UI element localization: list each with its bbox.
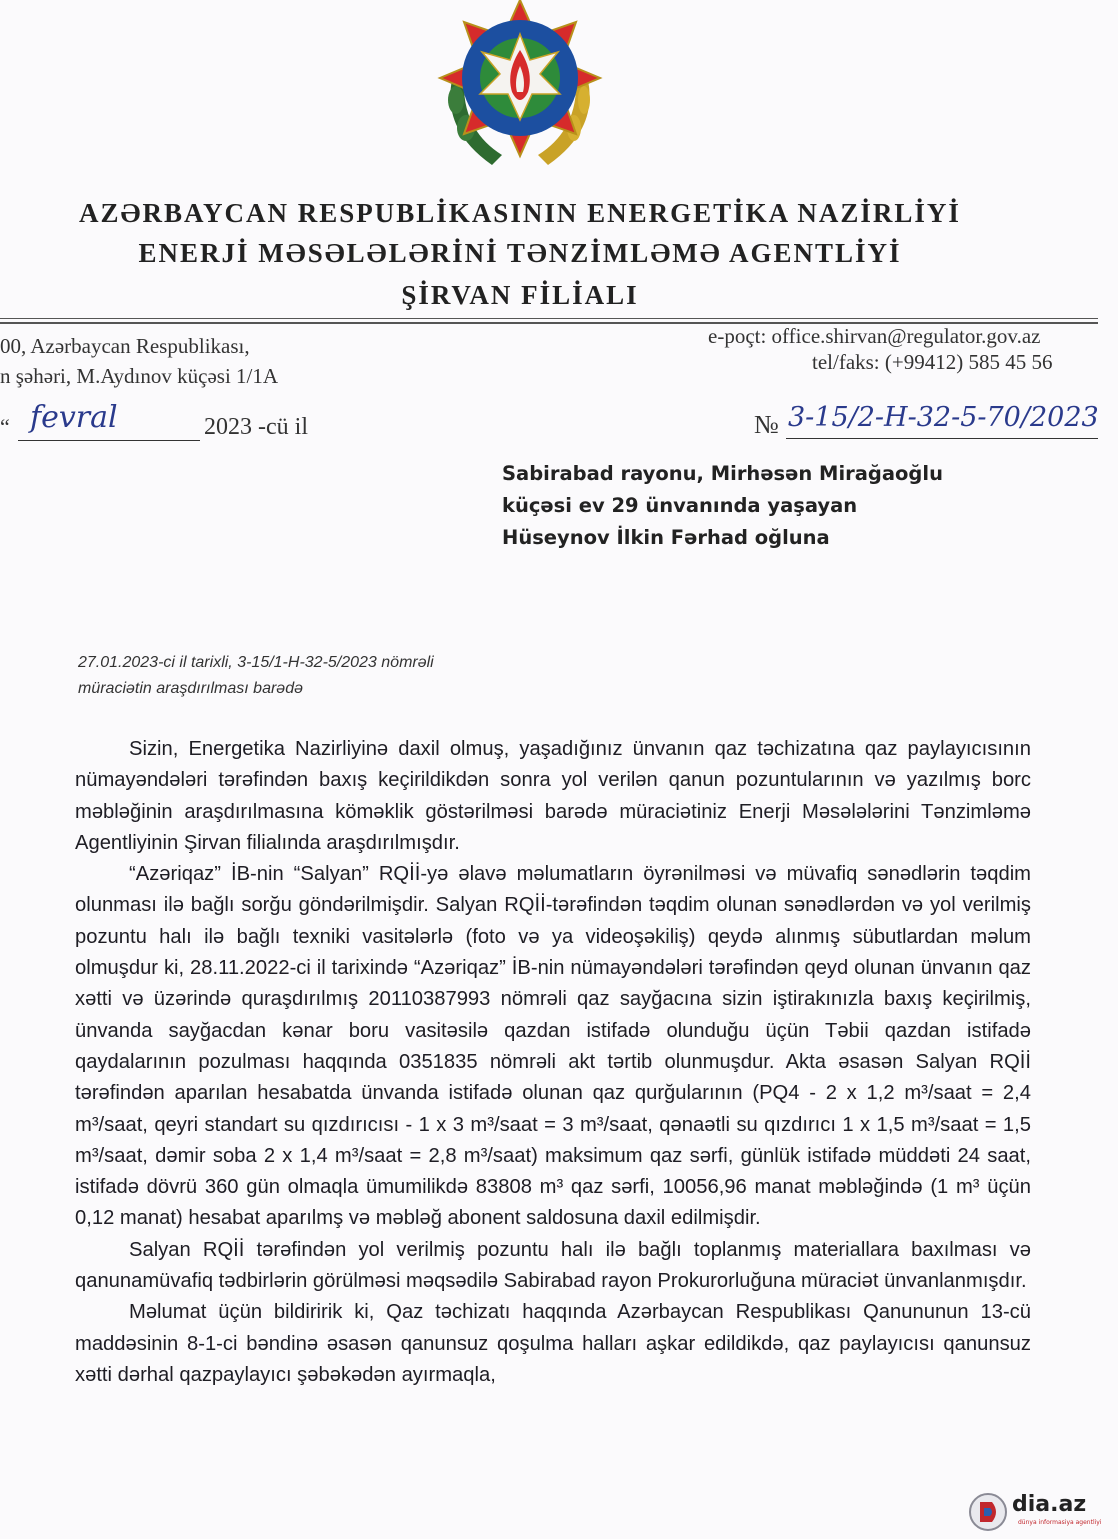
branch-title: ŞİRVAN FİLİALI [401,280,639,310]
letter-body [75,734,1031,1391]
subject-line-2: müraciətin araşdırılması barədə [78,680,303,697]
number-underline [786,438,1098,439]
body-paragraph-4: Məlumat üçün bildiririk ki, Qaz təchizatı haqqında Azərbaycan Respublikası Qanununun 13-cü maddəsinin 8-1-ci bəndinə əsasən qanunsuz qoşulma halları aşkar edildikdə, qaz paylayıcısı qanunsuz xətti dərhal qazpaylayıcı şəbəkədən ayırmaqla, [75,1301,1031,1386]
header-rule [0,318,1098,319]
watermark-site: dia.az [1012,1492,1087,1517]
recipient-line-2: küçəsi ev 29 ünvanında yaşayan [502,494,858,517]
phone-line: tel/faks: (+99412) 585 45 56 [812,350,1053,374]
body-paragraph-2: “Azəriqaz” İB-nin “Salyan” RQİİ-yə əlavə məlumatların öyrənilməsi və müvafiq sənədlərin təqdim olunması ilə bağlı sorğu göndərilmişdir. Salyan RQİİ-tərəfindən təqdim olunan sənədlərdən və yol verilmiş pozuntu halı ilə bağlı texniki vasitələrlə (foto və ya videoşəkiliş) qeydə alınmış sübutlardan məlum olmuşdur ki, 28.11.2022-ci il tarixində “Azəriqaz” İB-nin nümayəndələri tərəfindən qeyd olunan ünvanın qaz xətti və üzərində quraşdırılmış 20110387993 nömrəli qaz sayğacına sizin iştirakınızla baxış keçirilmiş, ünvanda sayğacdan kənar boru vasitəsilə qazdan istifadə olunduğu üçün Təbii qazdan istifadə qaydalarının pozulması haqqında 0351835 nömrəli akt tərtib olunmuşdur. Akta əsasən Salyan RQİİ tərəfindən aparılan hesabatda ünvanda istifadə olunan qaz qurğularının (PQ4 - 2 x 1,2 m³/saat = 2,4 m³/saat, qeyri standart su qızdırıcısı - 1 x 3 m³/saat = 3 m³/saat, qənaətli su qızdırıcı 1 x 1,5 m³/saat = 1,5 m³/saat, dəmir soba 2 x 1,4 m³/saat = 2,8 m³/saat) maksimum qaz sərfi, günlük istifadə müddəti 24 saat, istifadə dövrü 360 gün olmaqla ümumilikdə 83808 m³ qaz sərfi, 10056,96 manat məbləğində (1 m³ üçün 0,12 manat) hesabat aparılmş və məbləğ abonent saldosuna daxil edilmişdir. [75,863,1031,1230]
coat-of-arms-emblem [432,0,608,172]
address-line-2: n şəhəri, M.Aydınov küçəsi 1/1A [0,364,279,388]
date-prefix: “ [0,414,10,439]
document-number-handwritten: 3-15/2-H-32-5-70/2023 [788,402,1099,433]
subject-line-1: 27.01.2023-ci il tarixli, 3-15/1-H-32-5/2023 nömrəli [78,654,434,671]
recipient-line-1: Sabirabad rayonu, Mirhəsən Mirağaoğlu [502,462,943,485]
address-line-1: 00, Azərbaycan Respublikası, [0,334,250,358]
email-line: e-poçt: office.shirvan@regulator.gov.az [708,324,1041,348]
body-paragraph-3: Salyan RQİİ tərəfindən yol verilmiş pozuntu halı ilə bağlı toplanmış materiallara baxılması və qanunamüvafiq tədbirlərin görülməsi məqsədilə Sabirabad rayon Prokurorluğuna müraciət ünvanlanmışdır. [75,1238,1031,1293]
agency-title: ENERJİ MƏSƏLƏLƏRİNİ TƏNZİMLƏMƏ AGENTLİYİ [138,238,902,268]
date-underline [18,440,200,441]
recipient-block [502,458,1062,554]
date-year: 2023 -cü il [204,414,308,440]
date-month-handwritten: fevral [30,400,118,435]
watermark-tagline: dünya informasiya agentliyi [1018,1519,1102,1526]
subject-block [78,650,598,702]
ministry-title: AZƏRBAYCAN RESPUBLİKASININ ENERGETİKA NAZİRLİYİ [79,198,961,228]
body-paragraph-1: Sizin, Energetika Nazirliyinə daxil olmuş, yaşadığınız ünvanın qaz təchizatına qaz paylayıcısının nümayəndələri tərəfindən baxış keçirildikdən sonra yol verilən qanun pozuntularının və yazılmış borc məbləğinin araşdırılmasına köməklik göstərilməsi barədə müraciətiniz Enerji Məsələlərini Tənzimləmə Agentliyinin Şirvan filialında araşdırılmışdır. [75,738,1031,854]
recipient-line-3: Hüseynov İlkin Fərhad oğluna [502,526,830,549]
document-number-label: № [754,410,779,439]
